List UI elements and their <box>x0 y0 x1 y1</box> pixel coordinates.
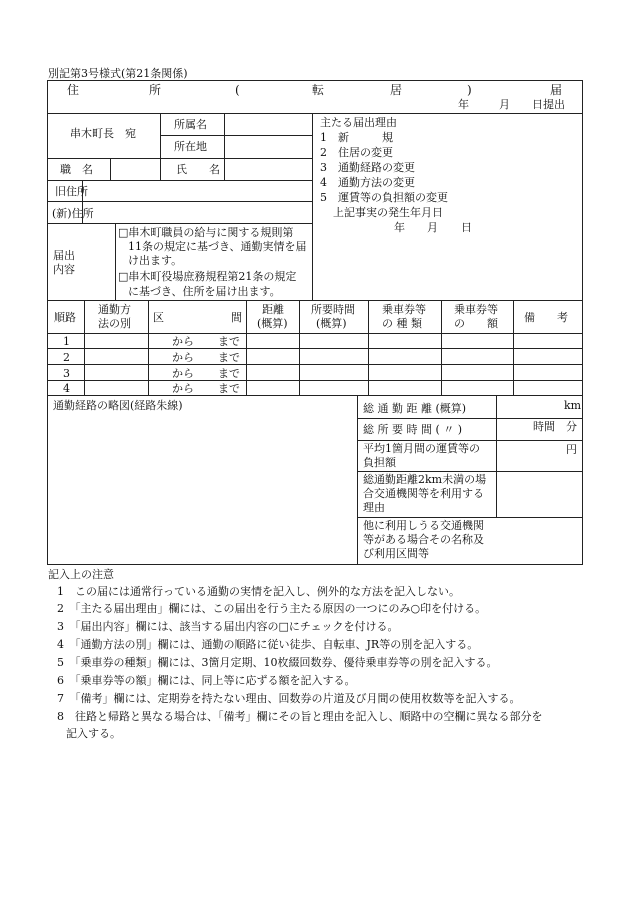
header-month: 月 <box>499 98 510 111</box>
header-year: 年 <box>458 98 469 111</box>
form-number: 別記第3号様式(第21条関係) <box>48 67 188 80</box>
row-4-no: 4 <box>63 382 70 395</box>
event-month: 月 <box>427 221 438 234</box>
col-time-1: 所要時間 <box>311 303 355 316</box>
col-ticket-amount-2: の 額 <box>454 317 498 330</box>
map-section-frame <box>47 396 583 565</box>
row-1-from: から <box>172 335 194 348</box>
note-4: 4 「通勤方法の別」欄には、通勤の順路に従い徒歩、自転車、JR等の別を記入する。 <box>57 638 479 651</box>
note-1: 1 この届には通常行っている通勤の実情を記入し、例外的な方法を記入しない。 <box>57 585 460 598</box>
row-4-from: から <box>172 382 194 395</box>
location-label: 所在地 <box>174 140 207 153</box>
row-2-from: から <box>172 351 194 364</box>
fare-unit: 円 <box>566 443 577 456</box>
content-option-1-line-1: □串木町職員の給与に関する規則第 <box>118 226 294 239</box>
col-section-left: 区 <box>153 311 164 324</box>
event-date-label: 上記事実の発生年月日 <box>333 206 443 219</box>
content-label-1: 届出 <box>53 249 75 262</box>
dept-label: 所属名 <box>174 118 207 131</box>
other-label-3: び利用区間等 <box>363 547 429 560</box>
reasons-heading: 主たる届出理由 <box>320 116 397 129</box>
total-time-unit: 時間 分 <box>533 420 577 433</box>
col-ticket-type-1: 乗車券等 <box>382 303 426 316</box>
content-label-2: 内容 <box>53 263 75 276</box>
col-ticket-amount-1: 乗車券等 <box>454 303 498 316</box>
event-day: 日 <box>461 221 472 234</box>
col-order: 順路 <box>54 311 76 324</box>
reason-4: 4 通勤方法の変更 <box>320 176 415 189</box>
total-time-label: 総 所 要 時 間 ( 〃 ) <box>363 423 463 436</box>
reason-1: 1 新 規 <box>320 131 393 144</box>
header-day-submit: 日提出 <box>532 98 565 111</box>
row-3-no: 3 <box>63 367 70 380</box>
content-option-2-line-1: □串木町役場庶務規程第21条の規定 <box>118 270 297 283</box>
header-char-2: 所 <box>149 83 162 97</box>
short-label-3: 理由 <box>363 501 385 514</box>
content-option-1-line-2: 11条の規定に基づき、通勤実情を届 <box>128 240 307 253</box>
note-8: 8 往路と帰路と異なる場合は、「備考」欄にその旨と理由を記入し、順路中の空欄に異なる部分を <box>57 710 543 723</box>
note-2: 2 「主たる届出理由」欄には、この届出を行う主たる原因の一つにのみ○印を付ける。 <box>57 602 487 615</box>
total-distance-unit: km <box>564 399 582 412</box>
header-char-6: ) <box>467 83 472 97</box>
event-year: 年 <box>394 221 405 234</box>
note-3: 3 「届出内容」欄には、該当する届出内容の□にチェックを付ける。 <box>57 620 399 633</box>
col-remarks: 備 考 <box>524 311 568 324</box>
header-char-4: 転 <box>312 83 325 97</box>
reason-3: 3 通勤経路の変更 <box>320 161 415 174</box>
name-label: 氏 名 <box>176 163 220 176</box>
col-method-1: 通勤方 <box>98 303 131 316</box>
map-label: 通勤経路の略図(経路朱線) <box>53 399 183 412</box>
note-8-cont: 記入する。 <box>66 727 121 740</box>
col-distance-1: 距離 <box>262 303 284 316</box>
reason-5: 5 運賃等の負担額の変更 <box>320 191 448 204</box>
fare-label-2: 負担額 <box>363 456 396 469</box>
col-section-right: 間 <box>231 311 242 324</box>
total-distance-label: 総 通 勤 距 離 (概算) <box>363 402 467 415</box>
notes-heading: 記入上の注意 <box>48 568 114 581</box>
header-char-3: ( <box>235 83 240 97</box>
fare-label-1: 平均1箇月間の運賃等の <box>363 442 480 455</box>
content-option-2-line-2: に基づき、住所を届け出ます。 <box>128 285 281 298</box>
row-1-no: 1 <box>63 335 70 348</box>
short-label-1: 総通勤距離2km未満の場 <box>363 473 487 486</box>
row-3-to: まで <box>218 367 240 380</box>
header-char-7: 届 <box>550 83 563 97</box>
other-label-2: 等がある場合その名称及 <box>363 533 484 546</box>
note-6: 6 「乗車券等の額」欄には、同上等に応ずる額を記入する。 <box>57 674 356 687</box>
header-char-1: 住 <box>67 83 80 97</box>
reason-2: 2 住居の変更 <box>320 146 393 159</box>
row-1-to: まで <box>218 335 240 348</box>
row-2-no: 2 <box>63 351 70 364</box>
row-4-to: まで <box>218 382 240 395</box>
row-2-to: まで <box>218 351 240 364</box>
addressee: 串木町長 宛 <box>70 127 136 140</box>
title-label: 職 名 <box>60 163 93 176</box>
other-label-1: 他に利用しうる交通機関 <box>363 519 484 532</box>
content-option-1-line-3: け出ます。 <box>128 254 183 267</box>
header-char-5: 居 <box>390 83 403 97</box>
note-7: 7 「備考」欄には、定期券を持たない理由、回数券の片道及び月間の使用枚数等を記入する。 <box>57 692 521 705</box>
new-address-label: (新)住所 <box>52 207 94 220</box>
old-address-label: 旧住所 <box>55 185 88 198</box>
col-time-2: (概算) <box>316 317 347 330</box>
col-distance-2: (概算) <box>257 317 288 330</box>
row-3-from: から <box>172 367 194 380</box>
col-method-2: 法の別 <box>98 317 131 330</box>
col-ticket-type-2: の 種 類 <box>382 317 422 330</box>
short-label-2: 合交通機関等を利用する <box>363 487 484 500</box>
note-5: 5 「乗車券の種類」欄には、3箇月定期、10枚綴回数券、優待乗車券等の別を記入する。 <box>57 656 498 669</box>
